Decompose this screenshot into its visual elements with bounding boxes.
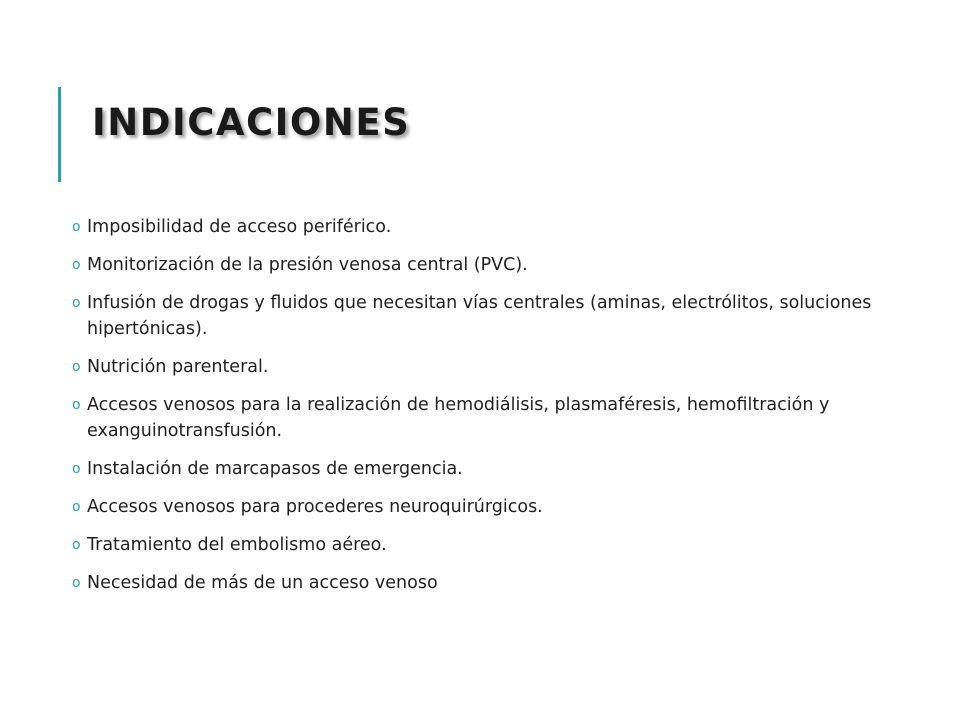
bullet-text: Accesos venosos para procederes neuroquirúrgicos. xyxy=(87,497,543,517)
bullet-text: Tratamiento del embolismo aéreo. xyxy=(87,535,387,555)
bullet-text: Accesos venosos para la realización de hemodiálisis, plasmaféresis, hemofiltración y exanguinotransfusión. xyxy=(87,395,830,441)
bullet-item xyxy=(72,570,932,596)
bullet-marker-icon: o xyxy=(72,537,81,553)
bullet-text: Imposibilidad de acceso periférico. xyxy=(87,217,392,237)
bullet-item xyxy=(72,354,932,380)
bullet-text: Instalación de marcapasos de emergencia. xyxy=(87,459,463,479)
bullet-item xyxy=(72,456,932,482)
slide-title: INDICACIONES xyxy=(92,101,411,144)
bullet-text: Necesidad de más de un acceso venoso xyxy=(87,573,438,593)
bullet-marker-icon: o xyxy=(72,461,81,477)
bullet-marker-icon: o xyxy=(72,257,81,273)
bullet-marker-icon: o xyxy=(72,397,81,413)
bullet-item xyxy=(72,392,932,444)
bullet-item xyxy=(72,494,932,520)
bullet-item xyxy=(72,290,932,342)
bullet-marker-icon: o xyxy=(72,499,81,515)
bullet-item xyxy=(72,252,932,278)
bullet-item xyxy=(72,214,932,240)
bullet-text: Monitorización de la presión venosa central (PVC). xyxy=(87,255,528,275)
bullet-text: Infusión de drogas y fluidos que necesitan vías centrales (aminas, electrólitos, soluciones hipertónicas). xyxy=(87,293,872,339)
bullet-marker-icon: o xyxy=(72,359,81,375)
bullet-item xyxy=(72,532,932,558)
bullet-marker-icon: o xyxy=(72,575,81,591)
title-accent-bar xyxy=(58,87,61,182)
bullet-marker-icon: o xyxy=(72,295,81,311)
bullet-text: Nutrición parenteral. xyxy=(87,357,269,377)
bullet-marker-icon: o xyxy=(72,219,81,235)
bullet-list xyxy=(72,214,932,608)
